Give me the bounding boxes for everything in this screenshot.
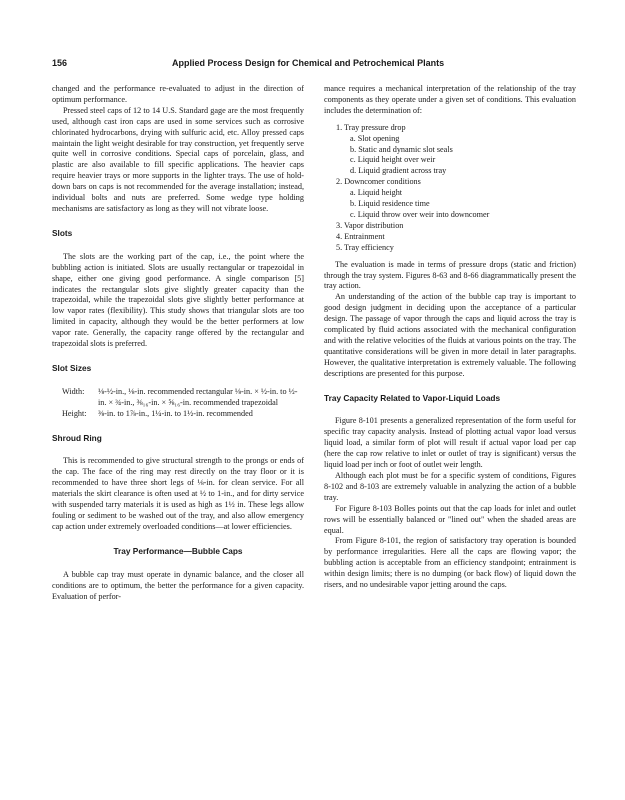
- left-column: [52, 84, 304, 602]
- list-item: 5. Tray efficiency: [336, 242, 394, 252]
- heading-tray-performance: Tray Performance—Bubble Caps: [113, 545, 243, 556]
- slot-height-label: Height:: [62, 408, 87, 418]
- heading-tray-capacity: Tray Capacity Related to Vapor-Liquid Loads: [324, 392, 501, 403]
- list-item: d. Liquid gradient across tray: [350, 166, 447, 176]
- list-item: a. Slot opening: [350, 133, 400, 143]
- paragraph-figure-8-101: Figure 8-101 presents a generalized representation of the form useful for specific tray capacity analysis. Instead of plotting actual vapor load versus liquid load, a similar form of plot will result if actual vapor load per cap (here the cap row relative to inlet or outlet of tray is significant) versus the liquid load per inch or foot of outlet weir length.: [324, 416, 576, 470]
- list-item: 1. Tray pressure drop: [336, 122, 406, 132]
- heading-shroud-ring: Shroud Ring: [52, 432, 102, 443]
- heading-slot-sizes: Slot Sizes: [52, 362, 92, 373]
- heading-slots: Slots: [52, 227, 73, 238]
- paragraph-continued-right: mance requires a mechanical interpretation of the relationship of the tray components as they operate under a given set of conditions. This evaluation includes the determination of:: [324, 84, 576, 115]
- list-item: a. Liquid height: [350, 188, 403, 198]
- slot-width-value: ⅛-½-in., ⅛-in. recommended rectangular ⅛-in. × ½-in. to ½-in. × ¾-in., ⅜₁₆-in. × ⅝₁₆-in. recommended trapezoidal: [98, 386, 298, 407]
- list-item: b. Static and dynamic slot seals: [350, 144, 453, 154]
- paragraph-from-figure: From Figure 8-101, the region of satisfactory tray operation is bounded by performance irregularities. Here all the caps are flowing vapor; the bubbling action is acceptable from an efficiency standpoint; entrainment is within design limits; there is no dumping (or back flow) of liquid down the risers, and no undesirable vapor jetting around the caps.: [324, 536, 576, 590]
- list-item: 2. Downcomer conditions: [336, 177, 421, 187]
- paragraph-evaluation: The evaluation is made in terms of pressure drops (static and friction) through the tray system. Figures 8-63 and 8-66 diagrammatically present the tray action.: [324, 259, 576, 291]
- paragraph-understanding: An understanding of the action of the bubble cap tray is important to good design judgment in deciding upon the acceptance of a particular design. The passage of vapor through the caps and liquid across the tray is complicated by fluid actions associated with the mechanical configuration and with the relative velocities of the fluids at various points on the tray. The quantitative considerations will be given in more detail in later paragraphs. However, the qualitative interpretation is extremely valuable. The following descriptions are presented for this purpose.: [324, 292, 576, 378]
- list-item: b. Liquid residence time: [350, 199, 430, 209]
- page-header: [52, 58, 574, 72]
- slot-height-value: ⅜-in. to 1⅞-in., 1¼-in. to 1½-in. recommended: [98, 408, 253, 418]
- slot-sizes-block: [52, 387, 304, 420]
- right-column: [324, 84, 576, 591]
- paragraph-slots: The slots are the working part of the cap, i.e., the point where the bubbling action is initiated. Slots are usually rectangular or trapezoidal in shape, either one giving good performance. A single comparison [5] indicates the rectangular slots give slightly greater capacity than the trapezoidal, while the trapezoidal slots give slightly better performance at low vapor rates (flexibility). This study shows that triangular slots are too limited in capacity, although they would be the better performers at low vapor rate. Generally, the capacity range offered by the rectangular and trapezoidal slots is preferred.: [52, 251, 304, 349]
- list-item: 3. Vapor distribution: [336, 220, 404, 230]
- running-title: Applied Process Design for Chemical and Petrochemical Plants: [172, 58, 445, 68]
- paragraph-shroud-ring: This is recommended to give structural strength to the prongs or ends of the cap. The face of the ring may rest directly on the tray floor or it is recommended to have three short legs of ⅛-in. for clean service. For all materials the skirt clearance is often used at ½ to 1-in., and for dirty service with suspended tarry materials it is used as high as 1½ in. These legs allow fouling or sediment to be washed out of the tray, and also allow emergency cap action under extremely overloaded conditions—at lower efficiencies.: [52, 456, 304, 531]
- list-item: 4. Entrainment: [336, 231, 385, 241]
- evaluation-list: [324, 123, 576, 254]
- slot-width-label: Width:: [62, 386, 85, 396]
- paragraph-tray-performance: A bubble cap tray must operate in dynamic balance, and the closer all conditions are to optimum, the better the performance for a given capacity. Evaluation of perfor-: [52, 569, 304, 601]
- list-item: c. Liquid height over weir: [350, 155, 436, 165]
- paragraph-pressed-steel: Pressed steel caps of 12 to 14 U.S. Standard gage are the most frequently used, although cast iron caps are used in some services such as corrosive chlorinated hydrocarbons, drying with sulfuric acid, etc. Alloy pressed caps maintain the light weight desirable for tray construction, yet frequently serve quite well in corrosive conditions. Special caps of porcelain, glass, and plastic are also available to fill specific applications. The heavier caps require heavier trays or more supports in the lighter trays. The use of hold-down bars on caps is not recommended for the average installation; instead, individual bolts and nuts are preferred. Some wedge type holding mechanisms are satisfactory as long as they will not vibrate loose.: [52, 105, 304, 213]
- paragraph-continued: changed and the performance re-evaluated to adjust in the direction of optimum performance.: [52, 84, 304, 104]
- page-number: 156: [52, 58, 68, 68]
- list-item: c. Liquid throw over weir into downcomer: [350, 209, 490, 219]
- slot-height-row: [52, 409, 304, 420]
- paragraph-although: Although each plot must be for a specific system of conditions, Figures 8-102 and 8-103 are extremely valuable in analyzing the action of a bubble tray.: [324, 471, 576, 502]
- paragraph-bolles: For Figure 8-103 Bolles points out that the cap loads for inlet and outlet rows will be essentially balanced or "lined out" when the shaded areas are equal.: [324, 503, 576, 535]
- slot-width-row: [52, 387, 304, 409]
